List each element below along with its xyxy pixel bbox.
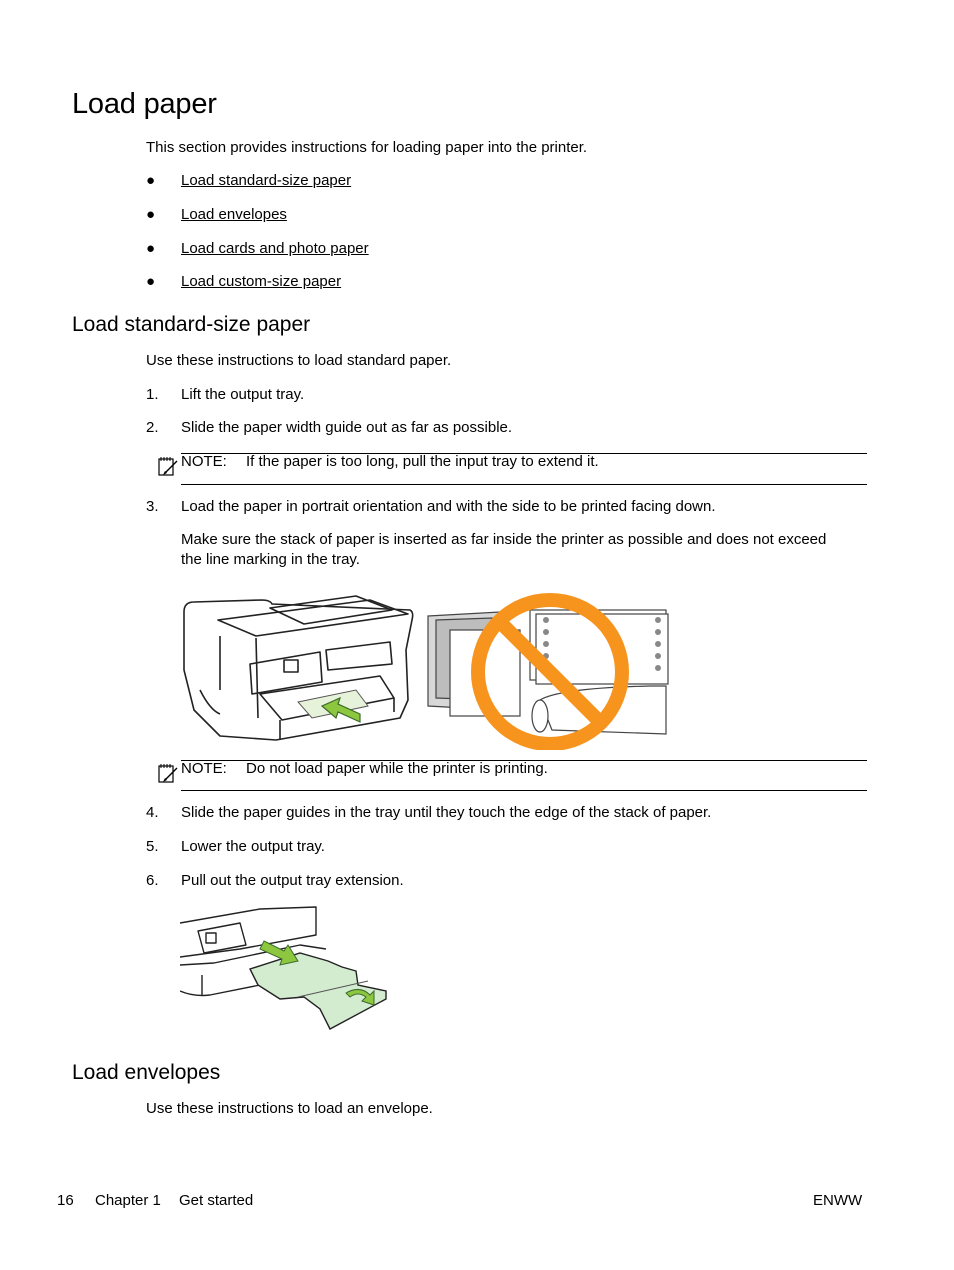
step-text: Slide the paper width guide out as far as possible. — [181, 419, 513, 436]
step-text: Lower the output tray. — [181, 838, 325, 855]
page-title: Load paper — [72, 88, 217, 120]
note-icon — [157, 762, 179, 784]
link-load-cards-photo-paper[interactable]: Load cards and photo paper — [181, 240, 369, 257]
note-text: Do not load paper while the printer is printing. — [246, 760, 548, 777]
note-bottom-rule — [181, 790, 867, 791]
section-heading-envelopes: Load envelopes — [72, 1061, 221, 1084]
output-tray-extension-illustration — [180, 905, 392, 1035]
step-number: 5. — [146, 838, 159, 855]
bullet-dot: ● — [146, 172, 156, 189]
note-label: NOTE: — [181, 453, 227, 470]
step-number: 4. — [146, 804, 159, 821]
step-text: Lift the output tray. — [181, 386, 305, 403]
section-intro: Use these instructions to load an envelope. — [146, 1100, 433, 1117]
bullet-dot: ● — [146, 240, 156, 257]
link-load-envelopes[interactable]: Load envelopes — [181, 206, 287, 223]
note-bottom-rule — [181, 484, 867, 485]
step-number: 3. — [146, 498, 159, 515]
note-text: If the paper is too long, pull the input tray to extend it. — [246, 453, 599, 470]
step-text: Load the paper in portrait orientation and with the side to be printed facing down. — [181, 498, 716, 515]
footer-right-label: ENWW — [813, 1192, 863, 1209]
section-intro: Use these instructions to load standard paper. — [146, 352, 452, 369]
intro-text: This section provides instructions for loading paper into the printer. — [146, 139, 588, 156]
step-text: Slide the paper guides in the tray until they touch the edge of the stack of paper. — [181, 804, 712, 821]
printer-drawing — [184, 596, 413, 740]
loading-paper-illustration — [180, 590, 670, 750]
bullet-dot: ● — [146, 206, 156, 223]
note-icon — [157, 455, 179, 477]
bullet-dot: ● — [146, 273, 156, 290]
footer-chapter-title: Get started — [179, 1192, 254, 1209]
note-label: NOTE: — [181, 760, 227, 777]
step-text: Pull out the output tray extension. — [181, 872, 404, 889]
page-number: 16 — [57, 1192, 74, 1209]
step-number: 2. — [146, 419, 159, 436]
link-load-standard-size-paper[interactable]: Load standard-size paper — [181, 172, 352, 189]
step-number: 6. — [146, 872, 159, 889]
link-load-custom-size-paper[interactable]: Load custom-size paper — [181, 273, 342, 290]
footer-chapter: Chapter 1 — [95, 1192, 161, 1209]
step-number: 1. — [146, 386, 159, 403]
section-heading-standard-paper: Load standard-size paper — [72, 313, 311, 336]
step-detail: Make sure the stack of paper is inserted as far inside the printer as possible and does not exceed the line marking in the tray. — [181, 531, 827, 568]
